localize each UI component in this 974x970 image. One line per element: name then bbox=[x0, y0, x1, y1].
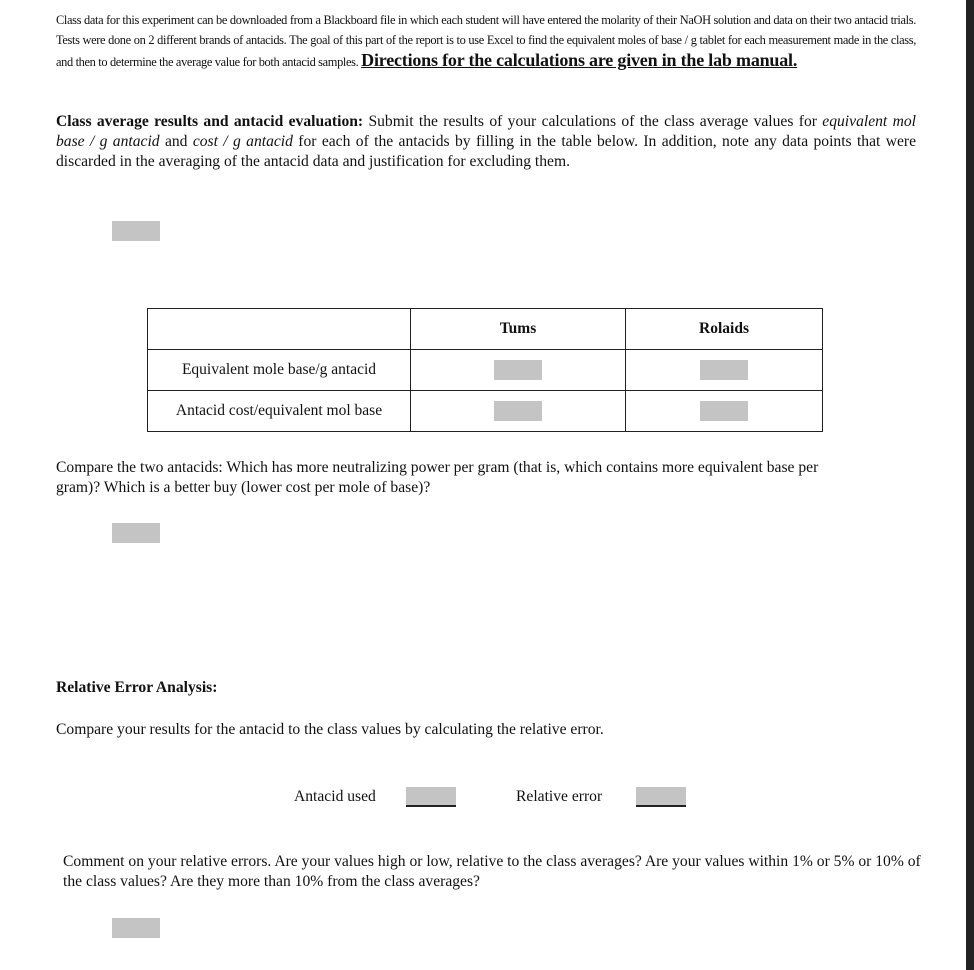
tums-mol-field-cell bbox=[411, 350, 626, 391]
header-rolaids: Rolaids bbox=[626, 309, 823, 350]
intro-text: Class data for this experiment can be downloaded from a Blackboard file in which each student will have entered the molarity of their NaOH solution and data on their two antacid trials. Tests were done on 2 different brands of antacids. The goal of this part of the report is to use Excel to find the equivalent moles of base / g tablet for each measurement made in the class, and then to determine the average value for both antacid samples. bbox=[56, 13, 916, 69]
rolaids-mol-field[interactable] bbox=[700, 360, 748, 380]
intro-paragraph bbox=[56, 10, 916, 72]
compare-answer-field[interactable] bbox=[112, 523, 160, 543]
header-blank bbox=[148, 309, 411, 350]
tums-mol-field[interactable] bbox=[494, 360, 542, 380]
text: Submit the results of your calculations of the class average values for bbox=[363, 113, 823, 130]
italic-term: cost / g antacid bbox=[192, 133, 293, 150]
rolaids-cost-field-cell bbox=[626, 391, 823, 432]
directions-note: Directions for the calculations are given in the lab manual. bbox=[361, 50, 798, 70]
relative-error-label: Relative error bbox=[516, 788, 603, 805]
italic-term: equivalent mol base / g antacid bbox=[56, 113, 916, 150]
text: for each of the antacids by filling in the table below. In addition, note any data points that were discarded in the averaging of the antacid data and justification for excluding them. bbox=[56, 133, 917, 170]
antacid-used-field[interactable] bbox=[406, 787, 456, 807]
row-label: Equivalent mole base/g antacid bbox=[148, 350, 411, 391]
tums-cost-field[interactable] bbox=[494, 401, 542, 421]
table-row bbox=[148, 391, 823, 432]
table-header-row bbox=[148, 309, 823, 350]
row-label: Antacid cost/equivalent mol base bbox=[148, 391, 411, 432]
page-edge bbox=[966, 0, 974, 970]
compare-question: Compare the two antacids: Which has more neutralizing power per gram (that is, which contains more equivalent base per gram)? Which is a better buy (lower cost per mole of base)? bbox=[56, 459, 819, 496]
results-table bbox=[147, 308, 823, 432]
error-heading: Relative Error Analysis: bbox=[56, 679, 218, 696]
comment-question: Comment on your relative errors. Are your values high or low, relative to the class averages? Are your values within 1% or 5% or 10% of the class values? Are they more than 10% from the class averages? bbox=[63, 853, 921, 890]
class-average-heading: Class average results and antacid evaluation: bbox=[56, 113, 364, 130]
table-row bbox=[148, 350, 823, 391]
relative-error-field[interactable] bbox=[636, 787, 686, 807]
antacid-used-label: Antacid used bbox=[294, 788, 376, 805]
rolaids-mol-field-cell bbox=[626, 350, 823, 391]
error-instructions: Compare your results for the antacid to the class values by calculating the relative error. bbox=[56, 721, 604, 738]
header-tums: Tums bbox=[411, 309, 626, 350]
text: and bbox=[159, 133, 193, 150]
rolaids-cost-field[interactable] bbox=[700, 401, 748, 421]
discarded-data-answer-field[interactable] bbox=[112, 221, 160, 241]
tums-cost-field-cell bbox=[411, 391, 626, 432]
class-average-paragraph bbox=[56, 112, 916, 172]
comment-answer-field[interactable] bbox=[112, 918, 160, 938]
